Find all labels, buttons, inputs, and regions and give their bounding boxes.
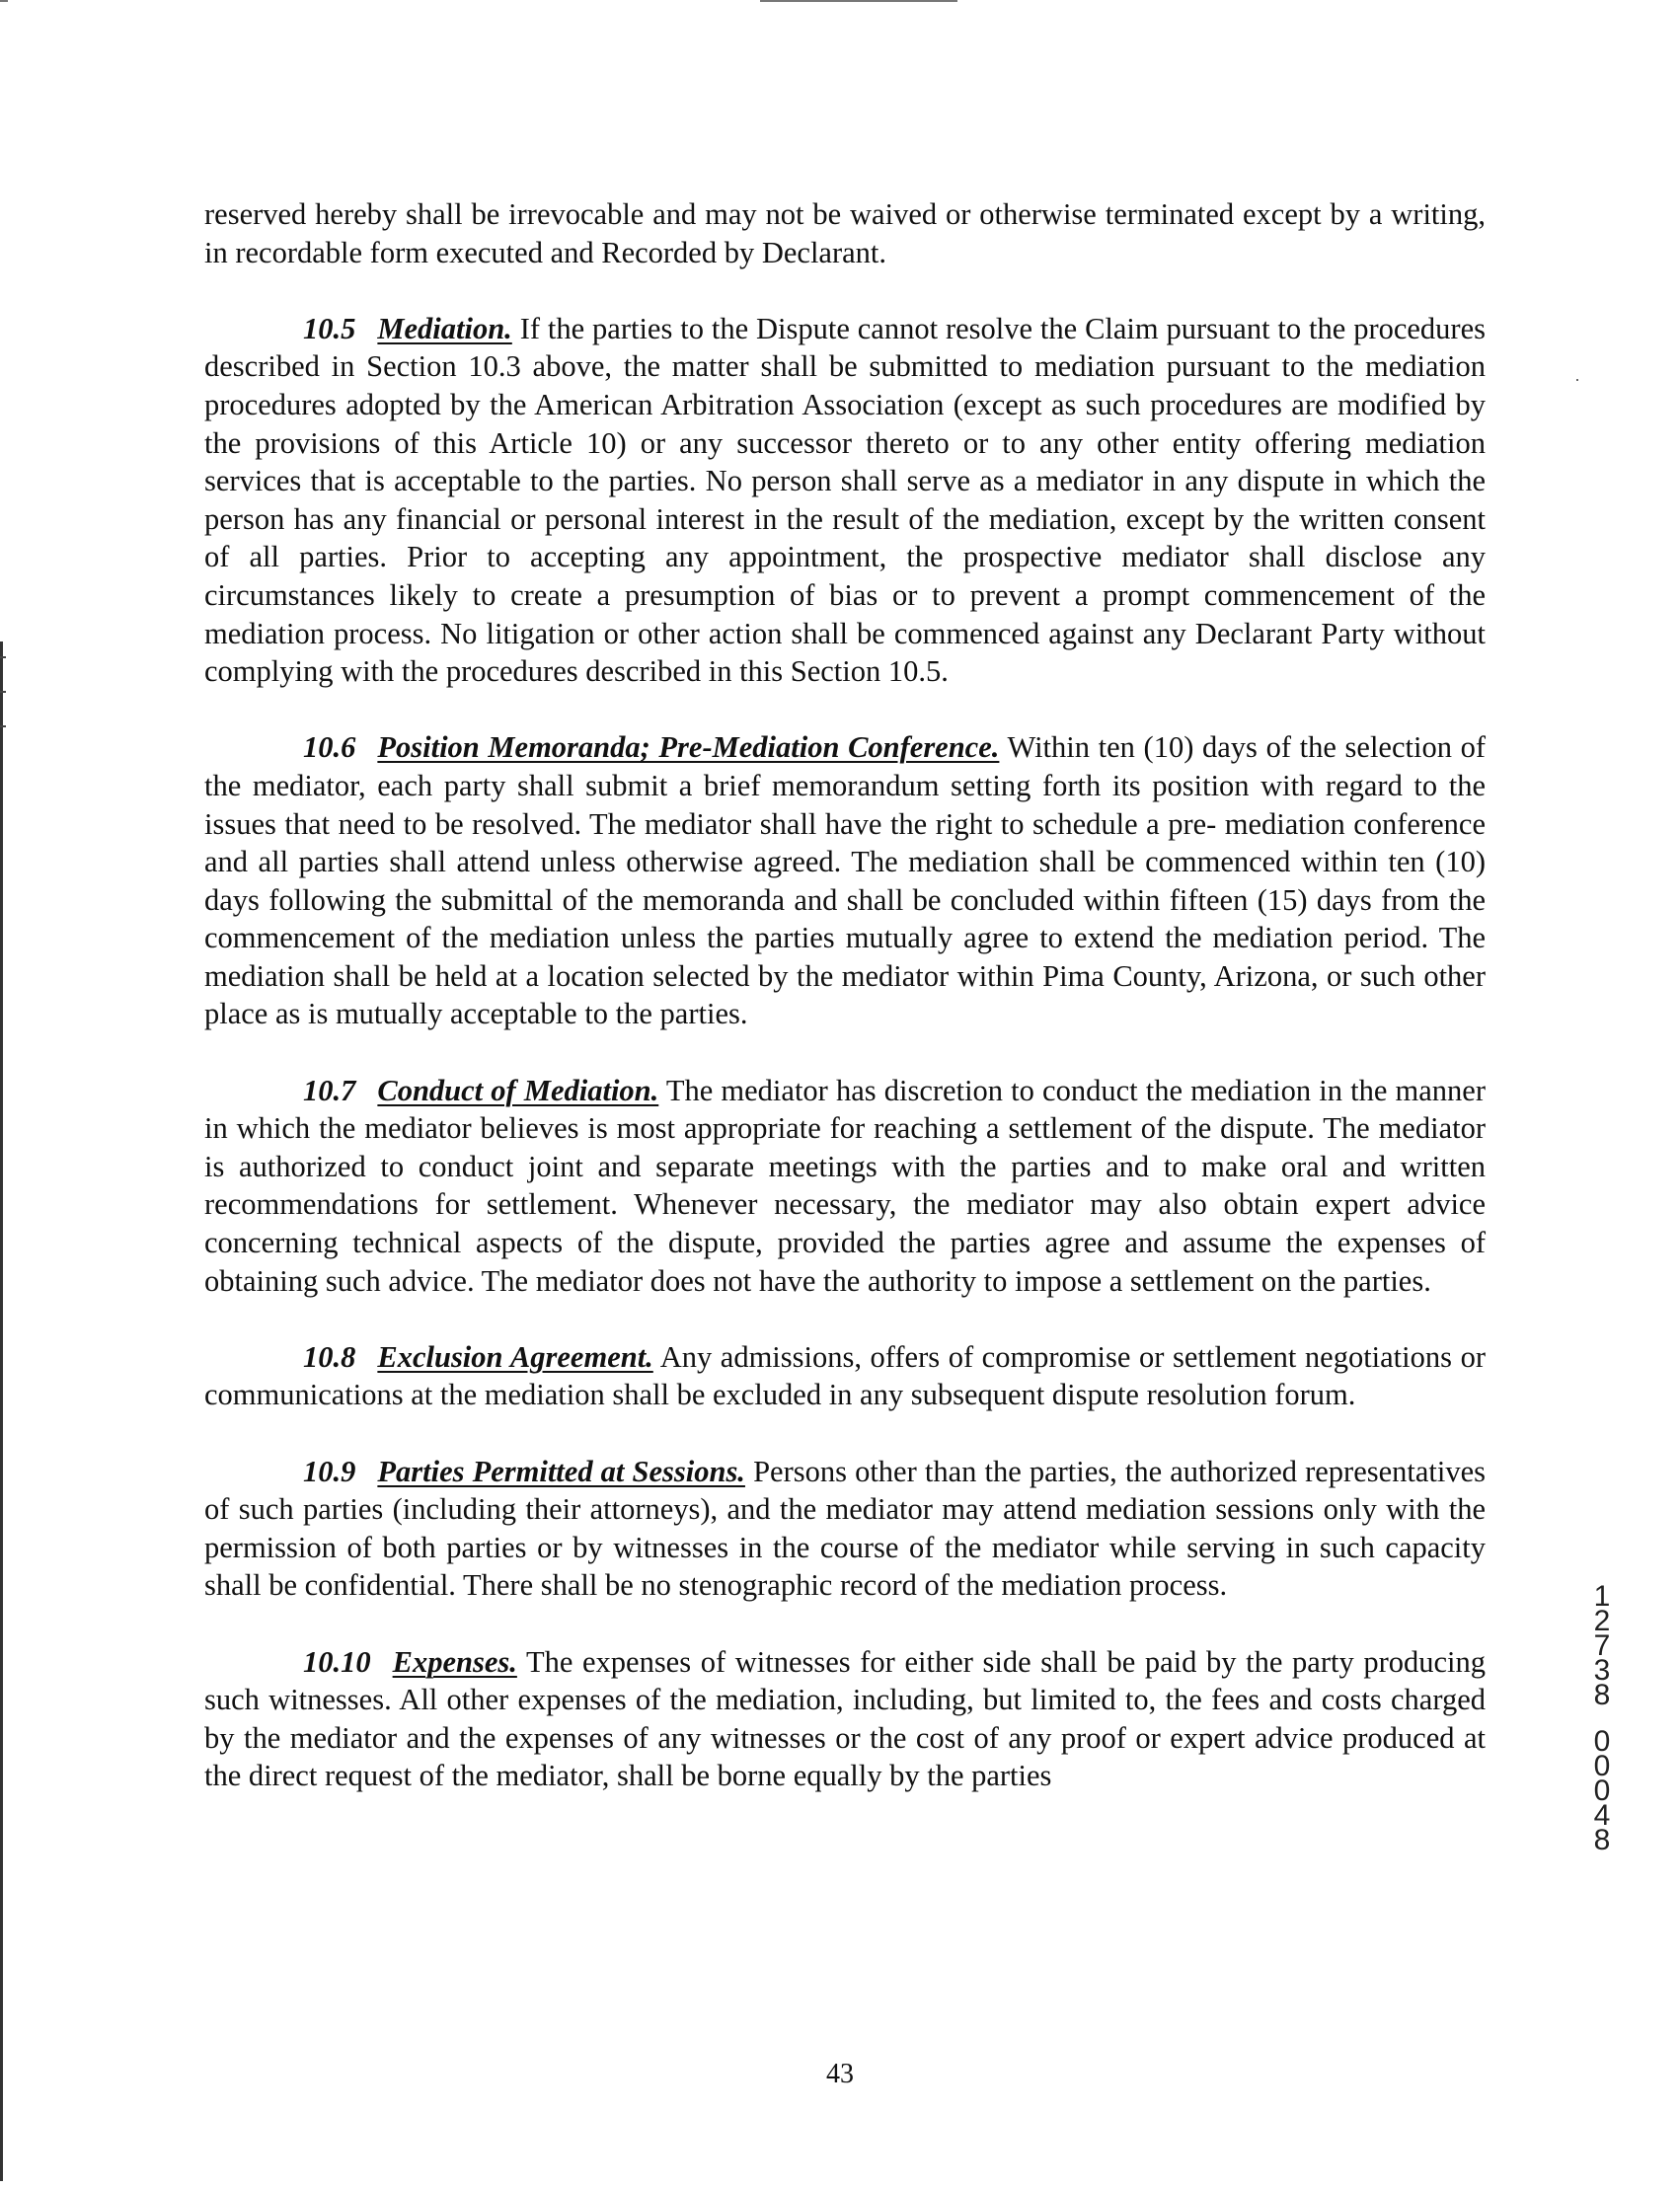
section-number: 10.7	[303, 1073, 356, 1107]
stamp-digit: 1	[1593, 1580, 1611, 1613]
section-number: 10.8	[303, 1339, 356, 1374]
section-number: 10.6	[303, 730, 356, 765]
stamp-digit: 0	[1593, 1774, 1611, 1807]
section-10-8	[204, 1338, 1486, 1414]
stamp-digit: 0	[1593, 1750, 1611, 1782]
section-title: Exclusion Agreement.	[377, 1339, 653, 1374]
recording-stamp	[1587, 1580, 1617, 1856]
scan-artifact	[0, 656, 6, 658]
section-title: Conduct of Mediation.	[377, 1073, 659, 1107]
section-10-5	[204, 310, 1486, 691]
scan-edge-rule	[0, 642, 3, 2181]
section-title: Mediation.	[377, 311, 512, 345]
stamp-digit: 4	[1593, 1799, 1611, 1832]
section-title: Parties Permitted at Sessions.	[377, 1454, 745, 1488]
stamp-digit: 8	[1593, 1679, 1611, 1711]
section-10-9	[204, 1453, 1486, 1605]
scan-artifact	[760, 0, 957, 2]
section-number: 10.5	[303, 311, 356, 345]
section-text: If the parties to the Dispute cannot resolve the Claim pursuant to the procedures described in Section 10.3 above, the matter shall be submitted to mediation pursuant to the mediation procedures adopted by the American Arbitration Association (except as such procedures are modified by the provisions of this Article 10) or any successor thereto or to any other entity offering mediation services that is acceptable to the parties. No person shall serve as a mediator in any dispute in which the person has any financial or personal interest in the result of the mediation, except by the written consent of all parties. Prior to accepting any appointment, the prospective mediator shall disclose any circumstances likely to create a presumption of bias or to prevent a prompt commencement of the mediation process. No litigation or other action shall be commenced against any Declarant Party without complying with the procedures described in this Section 10.5.	[204, 311, 1486, 689]
stamp-digit: 0	[1593, 1725, 1611, 1758]
section-10-6	[204, 728, 1486, 1033]
scan-artifact	[0, 691, 6, 693]
section-text: Within ten (10) days of the selection of the mediator, each party shall submit a brief memorandum setting forth its position with regard to the issues that need to be resolved. The mediator shall have the right to schedule a pre- mediation conference and all parties shall attend unless otherwise agreed. The mediation shall be commenced within ten (10) days following the submittal of the memoranda and shall be concluded within fifteen (15) days from the commencement of the mediation unless the parties mutually agree to extend the mediation period. The mediation shall be held at a location selected by the mediator within Pima County, Arizona, or such other place as is mutually acceptable to the parties.	[204, 730, 1487, 1031]
page-number: 43	[826, 2059, 854, 2089]
section-title: Position Memoranda; Pre-Mediation Conference.	[377, 730, 1000, 765]
section-10-10	[204, 1643, 1486, 1795]
stamp-digit: 3	[1593, 1654, 1611, 1687]
section-title: Expenses.	[392, 1644, 517, 1679]
section-number: 10.10	[303, 1644, 371, 1679]
scan-artifact	[1576, 379, 1578, 381]
section-text: The expenses of witnesses for either side shall be paid by the party producing such witnesses. All other expenses of the mediation, including, but limited to, the fees and costs charged by the mediator and the expenses of any witnesses or the cost of any proof or expert advice produced at the direct request of the mediator, shall be borne equally by the parties	[204, 1644, 1486, 1793]
section-text: Persons other than the parties, the authorized representatives of such parties (including their attorneys), and the mediator may attend mediation sessions only with the permission of both parties or by witnesses in the course of the mediator while serving in such capacity shall be confidential. There shall be no stenographic record of the mediation process.	[204, 1454, 1487, 1603]
section-10-7	[204, 1072, 1486, 1301]
scan-artifact	[0, 0, 8, 2]
document-body	[204, 195, 1486, 1834]
stamp-digit: 8	[1593, 1824, 1611, 1856]
section-text: The mediator has discretion to conduct the mediation in the manner in which the mediator believes is most appropriate for reaching a settlement of the dispute. The mediator is authorized to conduct joint and separate meetings with the parties and to make oral and written recommendations for settlement. Whenever necessary, the mediator may also obtain expert advice concerning technical aspects of the dispute, provided the parties agree and assume the expenses of obtaining such advice. The mediator does not have the authority to impose a settlement on the parties.	[204, 1073, 1486, 1298]
section-text: Any admissions, offers of compromise or settlement negotiations or communications at the mediation shall be excluded in any subsequent dispute resolution forum.	[204, 1339, 1486, 1412]
stamp-digit: 7	[1593, 1629, 1611, 1662]
continuation-paragraph: reserved hereby shall be irrevocable and may not be waived or otherwise terminated except by a writing, in recordable form executed and Recorded by Declarant.	[204, 197, 1486, 269]
stamp-digit: 2	[1593, 1605, 1611, 1637]
section-number: 10.9	[303, 1454, 356, 1488]
scan-artifact	[0, 725, 6, 727]
